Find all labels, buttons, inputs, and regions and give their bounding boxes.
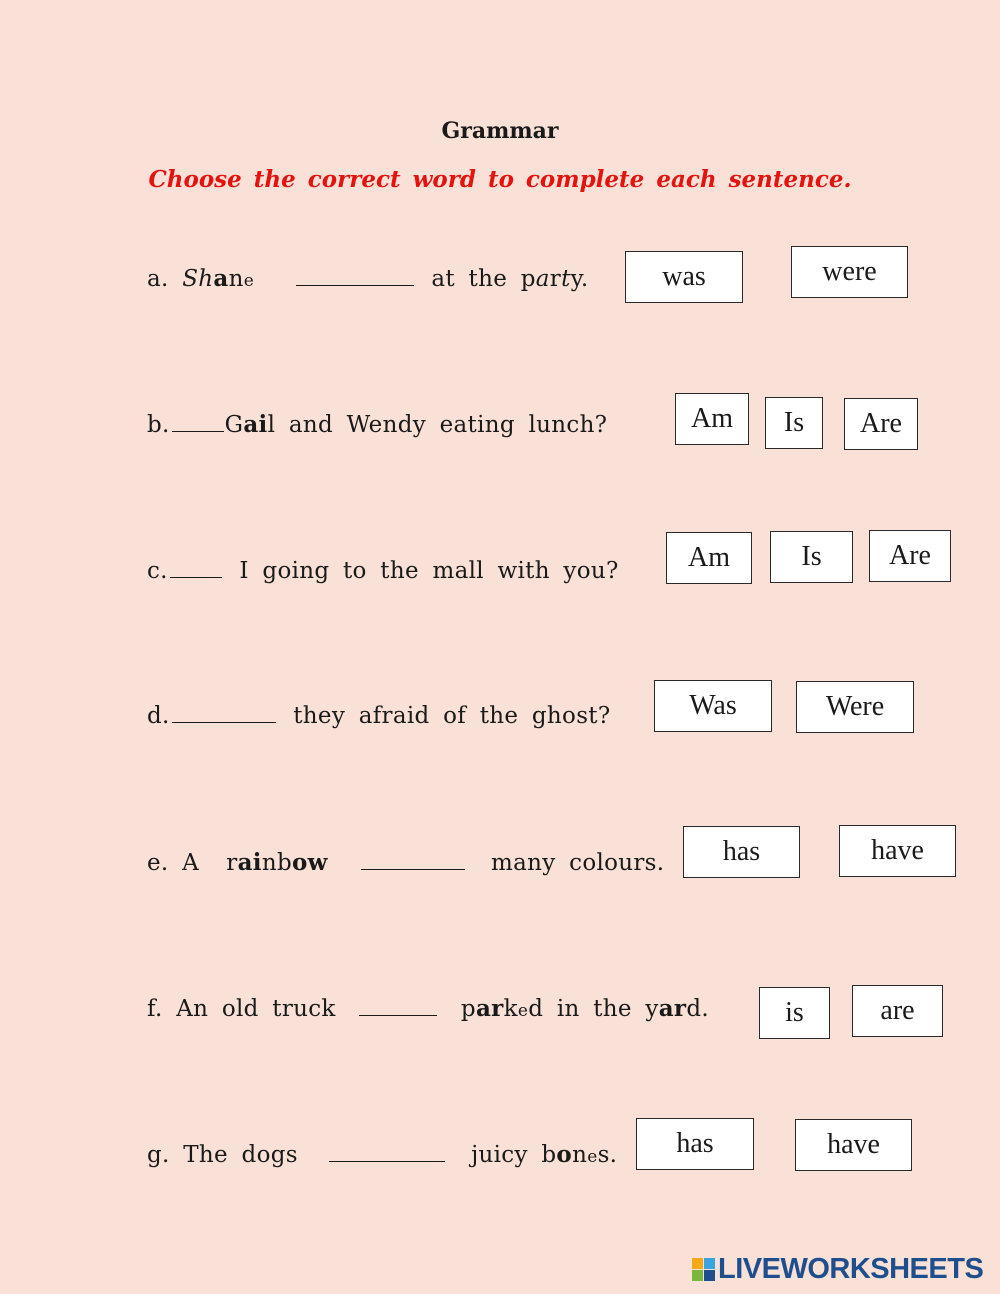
option-is[interactable]: Is xyxy=(770,531,853,583)
sentence-b: b. Gail and Wendy eating lunch? xyxy=(147,411,608,438)
question-label: f. xyxy=(147,996,163,1022)
sentence-a: a. Shane at the party. xyxy=(147,265,589,292)
option-was[interactable]: Was xyxy=(654,680,772,732)
option-is[interactable]: Is xyxy=(765,397,823,449)
question-label: c. xyxy=(147,558,168,584)
option-am[interactable]: Am xyxy=(675,393,749,445)
liveworksheets-logo xyxy=(692,1254,983,1284)
answer-blank[interactable] xyxy=(361,868,465,870)
answer-blank[interactable] xyxy=(170,576,222,578)
sentence-e: e. A rainbow many colours. xyxy=(147,849,665,876)
option-is[interactable]: is xyxy=(759,987,830,1039)
sentence-g: g. The dogs juicy bones. xyxy=(147,1141,618,1168)
option-have[interactable]: have xyxy=(795,1119,912,1171)
answer-blank[interactable] xyxy=(296,284,414,286)
question-label: b. xyxy=(147,412,170,438)
answer-blank[interactable] xyxy=(359,1014,437,1016)
option-were[interactable]: Were xyxy=(796,681,914,733)
answer-blank[interactable] xyxy=(172,721,276,723)
option-are[interactable]: Are xyxy=(844,398,918,450)
option-has[interactable]: has xyxy=(636,1118,754,1170)
option-am[interactable]: Am xyxy=(666,532,752,584)
question-label: a. xyxy=(147,266,169,292)
sentence-c: c. I going to the mall with you? xyxy=(147,558,619,584)
option-were[interactable]: were xyxy=(791,246,908,298)
sentence-f: f. An old truck parked in the yard. xyxy=(147,995,709,1022)
question-label: e. xyxy=(147,850,169,876)
page-title: Grammar xyxy=(441,118,559,144)
option-are[interactable]: Are xyxy=(869,530,951,582)
brand-name: LIVEWORKSHEETS xyxy=(718,1252,984,1285)
question-label: g. xyxy=(147,1142,170,1168)
answer-blank[interactable] xyxy=(329,1160,445,1162)
option-has[interactable]: has xyxy=(683,826,800,878)
question-label: d. xyxy=(147,703,170,729)
answer-blank[interactable] xyxy=(172,430,224,432)
logo-grid-icon xyxy=(692,1258,715,1281)
sentence-d: d. they afraid of the ghost? xyxy=(147,703,611,729)
option-was[interactable]: was xyxy=(625,251,743,303)
option-are[interactable]: are xyxy=(852,985,943,1037)
option-have[interactable]: have xyxy=(839,825,956,877)
instruction-text: Choose the correct word to complete each sentence. xyxy=(148,166,852,193)
